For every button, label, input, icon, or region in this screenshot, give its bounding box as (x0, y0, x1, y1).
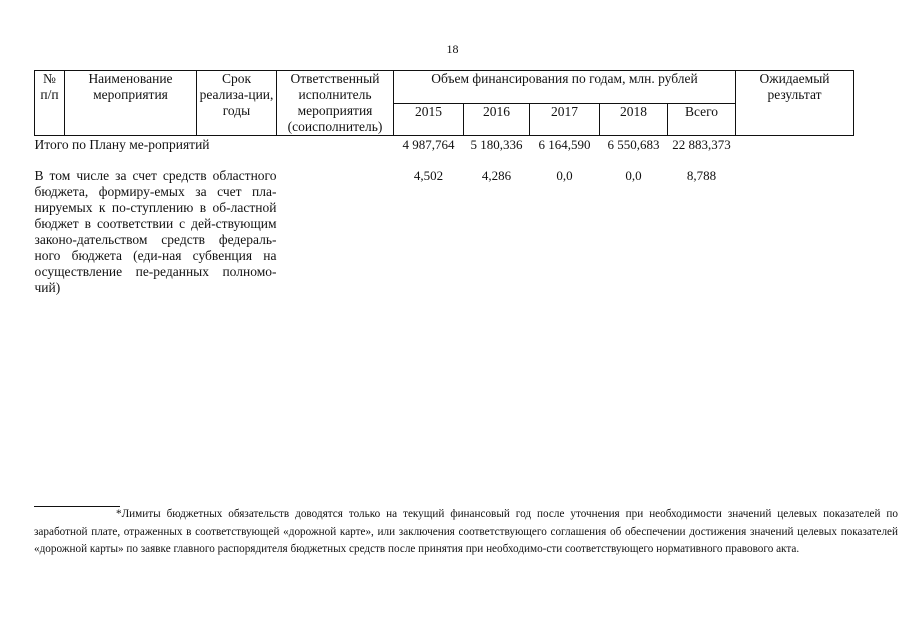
value-2015: 4 987,764 (402, 137, 455, 152)
value-2018: 6 550,683 (607, 137, 660, 152)
header-period: Срок реализа-ции, годы (197, 71, 277, 136)
page-number: 18 (446, 42, 459, 56)
footnote: *Лимиты бюджетных обязательств доводятся только на текущий финансовый год после уточнения при необходимости значений целевых показателей по заработной плате, отраженных в соответствующей «дорожной карте», или заключения соответствующего соглашения об обеспечении достижения значений целевых показателей «дорожной карты» по заявке главного распорядителя бюджетных средств после принятия при необходимо-сти соответствующего нормативного правового акта. (34, 508, 898, 555)
value-2017: 6 164,590 (538, 137, 591, 152)
value-total: 8,788 (686, 168, 717, 183)
value-2016: 4,286 (481, 168, 512, 183)
table-row-total (35, 136, 854, 154)
value-2016: 5 180,336 (470, 137, 523, 152)
financing-table (34, 70, 854, 296)
header-result: Ожидаемый результат (736, 71, 854, 136)
value-2018: 0,0 (625, 168, 642, 183)
header-executor: Ответственный исполнитель мероприятия (соисполнитель) (277, 71, 394, 136)
row-name: Итого по Плану ме-роприятий (34, 137, 210, 152)
value-2015: 4,502 (413, 168, 444, 183)
header-year-2017: 2017 (530, 103, 600, 136)
header-total: Всего (668, 103, 736, 136)
header-year-2018: 2018 (600, 103, 668, 136)
row-name: В том числе за счет средств областного бюджета, формиру-емых за счет пла-нируемых к по-ступлению в об-ластной бюджет в соответствии с дей-ствующим законо-дательством средств федераль-ного бюджета (еди-ная субвенция на осуществление пе-реданных полномо-чий) (34, 168, 277, 295)
header-num: № п/п (35, 71, 65, 136)
header-financing: Объем финансирования по годам, млн. рублей (394, 71, 736, 104)
value-2017: 0,0 (556, 168, 573, 183)
header-name: Наименование мероприятия (65, 71, 197, 136)
header-year-2015: 2015 (394, 103, 464, 136)
value-total: 22 883,373 (672, 137, 731, 152)
table-row-regional-budget (35, 153, 854, 296)
header-year-2016: 2016 (464, 103, 530, 136)
